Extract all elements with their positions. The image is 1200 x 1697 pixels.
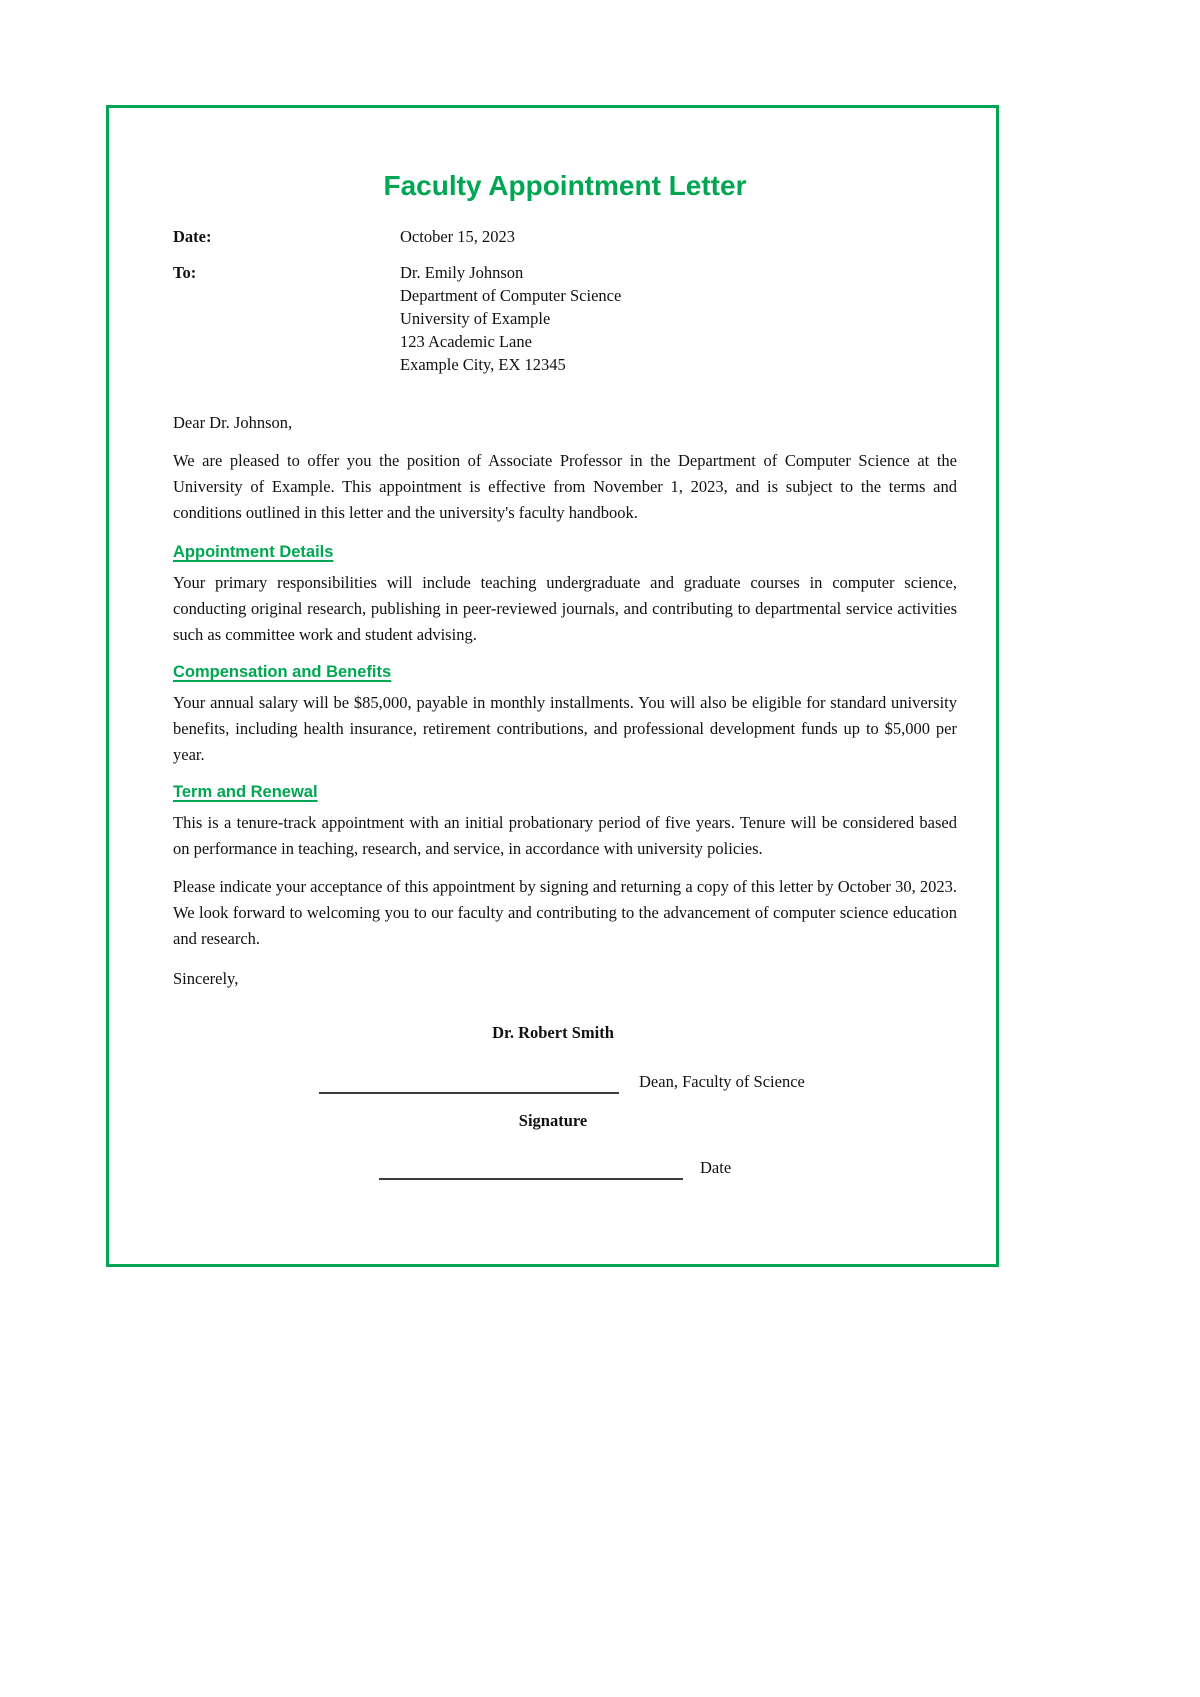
salutation: Dear Dr. Johnson,	[173, 413, 293, 432]
recipient-name: Dr. Emily Johnson	[400, 263, 524, 282]
recipient-department: Department of Computer Science	[400, 286, 622, 305]
section-body-appointment-details: Your primary responsibilities will include teaching undergraduate and graduate courses in computer science, conducting original research, publishing in peer-reviewed journals, and contributing to departmental service activities such as committee work and student advising.	[173, 573, 957, 644]
sign-off: Sincerely,	[173, 969, 239, 988]
letter-title: Faculty Appointment Letter	[383, 170, 747, 201]
to-label: To:	[173, 263, 197, 282]
section-heading-appointment-details: Appointment Details	[173, 543, 334, 561]
signature-line	[319, 1076, 619, 1094]
letter-border-frame	[106, 105, 999, 1267]
date-label: Date:	[173, 227, 212, 246]
closing-paragraph: Please indicate your acceptance of this appointment by signing and returning a copy of this letter by October 30, 2023. We look forward to welcoming you to our faculty and contributing to the advancement of computer science education and research.	[173, 877, 957, 948]
letter-meta	[173, 225, 957, 376]
date-line	[379, 1162, 683, 1180]
recipient-address	[400, 261, 621, 376]
section-body-term-renewal: This is a tenure-track appointment with an initial probationary period of five years. Tenure will be considered based on performance in teaching, research, and service, in accordance with university policies.	[173, 813, 957, 858]
recipient-city: Example City, EX 12345	[400, 355, 566, 374]
section-heading-compensation-benefits: Compensation and Benefits	[173, 663, 392, 681]
recipient-university: University of Example	[400, 309, 551, 328]
signature-caption: Signature	[518, 1111, 588, 1130]
signer-name: Dr. Robert Smith	[492, 1023, 614, 1042]
date-value: October 15, 2023	[400, 227, 516, 246]
section-body-compensation-benefits: Your annual salary will be $85,000, payable in monthly installments. You will also be eligible for standard university benefits, including health insurance, retirement contributions, and professional development funds up to $5,000 per year.	[173, 693, 957, 764]
recipient-row	[173, 261, 957, 376]
section-heading-term-renewal: Term and Renewal	[173, 783, 318, 801]
signature-line-row	[319, 1070, 957, 1094]
intro-paragraph: We are pleased to offer you the position of Associate Professor in the Department of Computer Science at the University of Example. This appointment is effective from November 1, 2023, and is subject to the terms and conditions outlined in this letter and the university's faculty handbook.	[173, 451, 957, 522]
signer-title: Dean, Faculty of Science	[639, 1072, 805, 1091]
recipient-street: 123 Academic Lane	[400, 332, 532, 351]
date-line-label: Date	[700, 1158, 732, 1177]
date-line-row	[379, 1156, 957, 1180]
date-row	[173, 225, 957, 248]
